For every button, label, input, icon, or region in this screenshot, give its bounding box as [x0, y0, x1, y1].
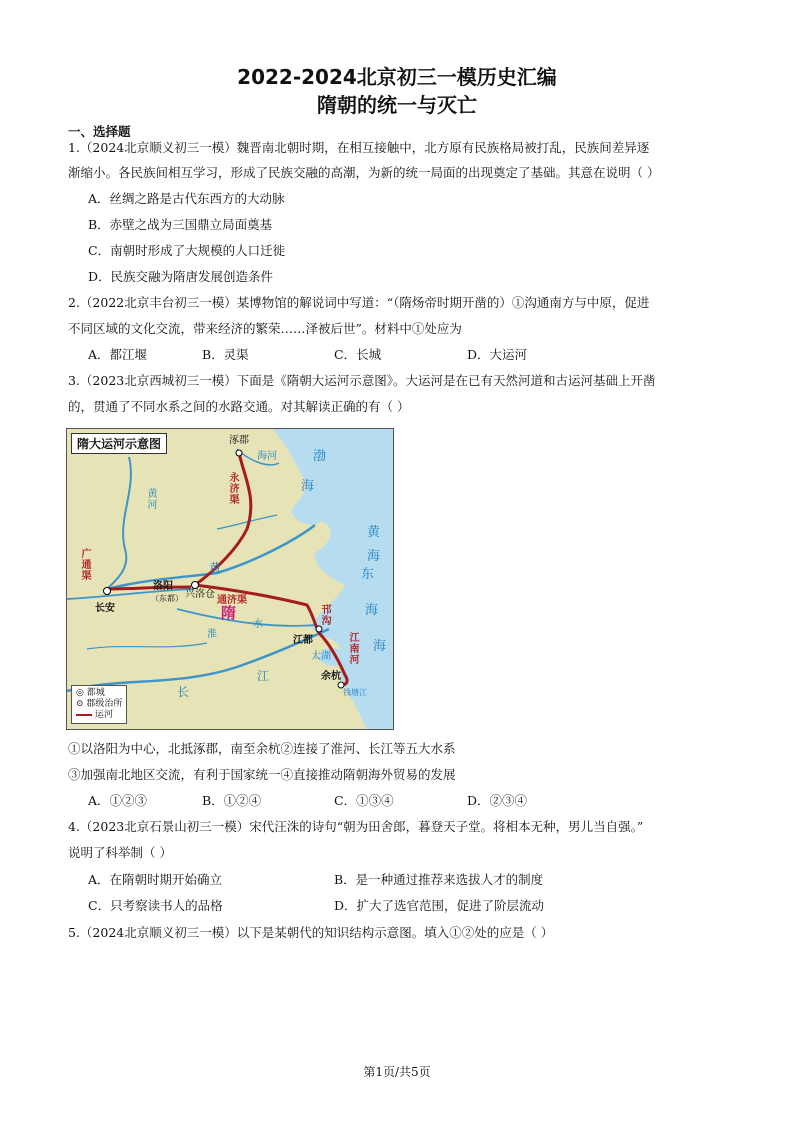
q2-option-b[interactable]: B．灵渠: [202, 347, 249, 362]
q1-option-c[interactable]: C．南朝时形成了大规模的人口迁徙: [88, 243, 286, 258]
map-label-jiang: 江: [257, 669, 270, 683]
map-label-yellow-river-2: 黄: [209, 561, 222, 575]
doc-title-line2: 隋朝的统一与灭亡: [317, 93, 477, 117]
q1-stem-line2: 渐缩小。各民族间相互学习，形成了民族交融的高潮，为新的统一局面的出现奠定了基础。其意在说明（ ）: [68, 165, 660, 180]
map-label-donghai-1: 东: [361, 567, 375, 582]
q1-option-d[interactable]: D．民族交融为隋唐发展创造条件: [88, 269, 274, 284]
map-label-hai-2: 海: [373, 639, 387, 654]
legend-label-county: 郡级治所: [86, 699, 123, 709]
q3-stem-line1: 3.（2023北京西城初三一模）下面是《隋朝大运河示意图》。大运河是在已有天然河道和古运河基础上开凿: [68, 373, 656, 388]
map-label-qiantang: 钱塘江: [343, 688, 367, 697]
map-label-changan: 长安: [95, 603, 115, 614]
map-label-chang: 长: [177, 685, 190, 699]
q2-stem-line1: 2.（2022北京丰台初三一模）某博物馆的解说词中写道：“（隋炀帝时期开凿的）①沟通南方与中原，促进: [68, 295, 650, 310]
q3-option-b[interactable]: B．①②④: [202, 793, 262, 808]
legend-item-capital: [76, 688, 122, 699]
map-label-huai: 淮: [207, 629, 217, 640]
map-label-dongdu: （东都）: [151, 594, 183, 603]
legend-item-canal: [76, 710, 122, 721]
page-footer: 第1页/共5页: [363, 1065, 431, 1079]
q2-stem-line2: 不同区域的文化交流，带来经济的繁荣……泽被后世”。材料中①处应为: [68, 321, 462, 336]
map-label-yuhang: 余杭: [321, 671, 341, 682]
grand-canal-map: [66, 428, 394, 730]
q3-option-a[interactable]: A．①②③: [88, 793, 148, 808]
q1-option-b[interactable]: B．赤壁之战为三国鼎立局面奠基: [88, 217, 273, 232]
q4-option-c[interactable]: C．只考察读书人的品格: [88, 898, 223, 913]
section-heading: 一、选择题: [68, 124, 131, 139]
legend-label-capital: 都城: [86, 688, 105, 698]
map-label-jiangnan-canal: 江南河: [349, 633, 360, 666]
q1-stem-line1: 1.（2024北京顺义初三一模）魏晋南北朝时期，在相互接触中，北方原有民族格局被打乱，民族间差异逐: [68, 140, 650, 155]
map-legend: [71, 685, 127, 724]
map-label-donghai-2: 海: [365, 603, 379, 618]
map-label-taihu: 太湖: [311, 651, 331, 662]
map-changan-city: [104, 588, 111, 595]
q3-statement-line1: ①以洛阳为中心，北抵涿郡，南至余杭②连接了淮河、长江等五大水系: [68, 741, 456, 756]
map-label-tongji-canal: 通济渠: [217, 595, 247, 606]
q3-option-d[interactable]: D．②③④: [467, 793, 528, 808]
legend-item-county: [76, 699, 122, 710]
doc-title-line1: 2022-2024北京初三一模历史汇编: [237, 65, 557, 89]
legend-label-canal: 运河: [94, 710, 113, 720]
map-label-guangtong-canal: 广通渠: [81, 549, 92, 582]
map-label-huanghai-2: 海: [367, 549, 381, 564]
map-luoyang-city: [192, 582, 199, 589]
q3-option-c[interactable]: C．①③④: [334, 793, 394, 808]
map-label-yongji-canal: 永济渠: [229, 473, 240, 506]
q4-option-a[interactable]: A．在隋朝时期开始确立: [88, 872, 223, 887]
q2-option-d[interactable]: D．大运河: [467, 347, 528, 362]
county-symbol-icon: ⊙: [76, 699, 84, 709]
q3-stem-line2: 的，贯通了不同水系之间的水路交通。对其解读正确的有（ ）: [68, 399, 410, 414]
q3-statement-line2: ③加强南北地区交流，有利于国家统一④直接推动隋朝海外贸易的发展: [68, 767, 456, 782]
q5-stem-line1: 5.（2024北京顺义初三一模）以下是某朝代的知识结构示意图。填入①②处的应是（ ）: [68, 925, 554, 940]
q1-option-a[interactable]: A．丝绸之路是古代东西方的大动脉: [88, 191, 285, 206]
q4-option-b[interactable]: B．是一种通过推荐来选拔人才的制度: [334, 872, 544, 887]
canal-symbol-icon: [76, 714, 92, 716]
map-label-xingluo: 兴洛仓: [185, 589, 215, 600]
map-label-bohai-2: 海: [301, 479, 315, 494]
map-label-sui: 隋: [221, 604, 237, 622]
map-label-jiangdu: 江都: [293, 635, 313, 646]
map-label-bohai-1: 渤: [313, 449, 327, 464]
map-label-haihe: 海河: [257, 451, 277, 462]
map-title: 隋大运河示意图: [71, 433, 167, 454]
capital-symbol-icon: ◎: [76, 688, 84, 698]
q4-stem-line2: 说明了科举制（ ）: [68, 845, 172, 860]
map-label-yellow-river-vertical: 黄河: [147, 489, 158, 511]
q2-option-a[interactable]: A．都江堰: [88, 347, 148, 362]
map-label-zhuojun: 涿郡: [229, 435, 249, 446]
map-label-hangou: 邗沟: [321, 605, 332, 627]
q4-stem-line1: 4.（2023北京石景山初三一模）宋代汪洙的诗句“朝为田舍郎，暮登天子堂。将相本无种，男儿当自强。”: [68, 819, 644, 834]
q2-option-c[interactable]: C．长城: [334, 347, 382, 362]
map-label-shui: 水: [253, 619, 263, 630]
map-label-huanghai-1: 黄: [367, 525, 381, 540]
q4-option-d[interactable]: D．扩大了选官范围，促进了阶层流动: [334, 898, 545, 913]
map-zhuojun-city: [236, 450, 242, 456]
map-label-luoyang: 洛阳: [153, 581, 173, 592]
